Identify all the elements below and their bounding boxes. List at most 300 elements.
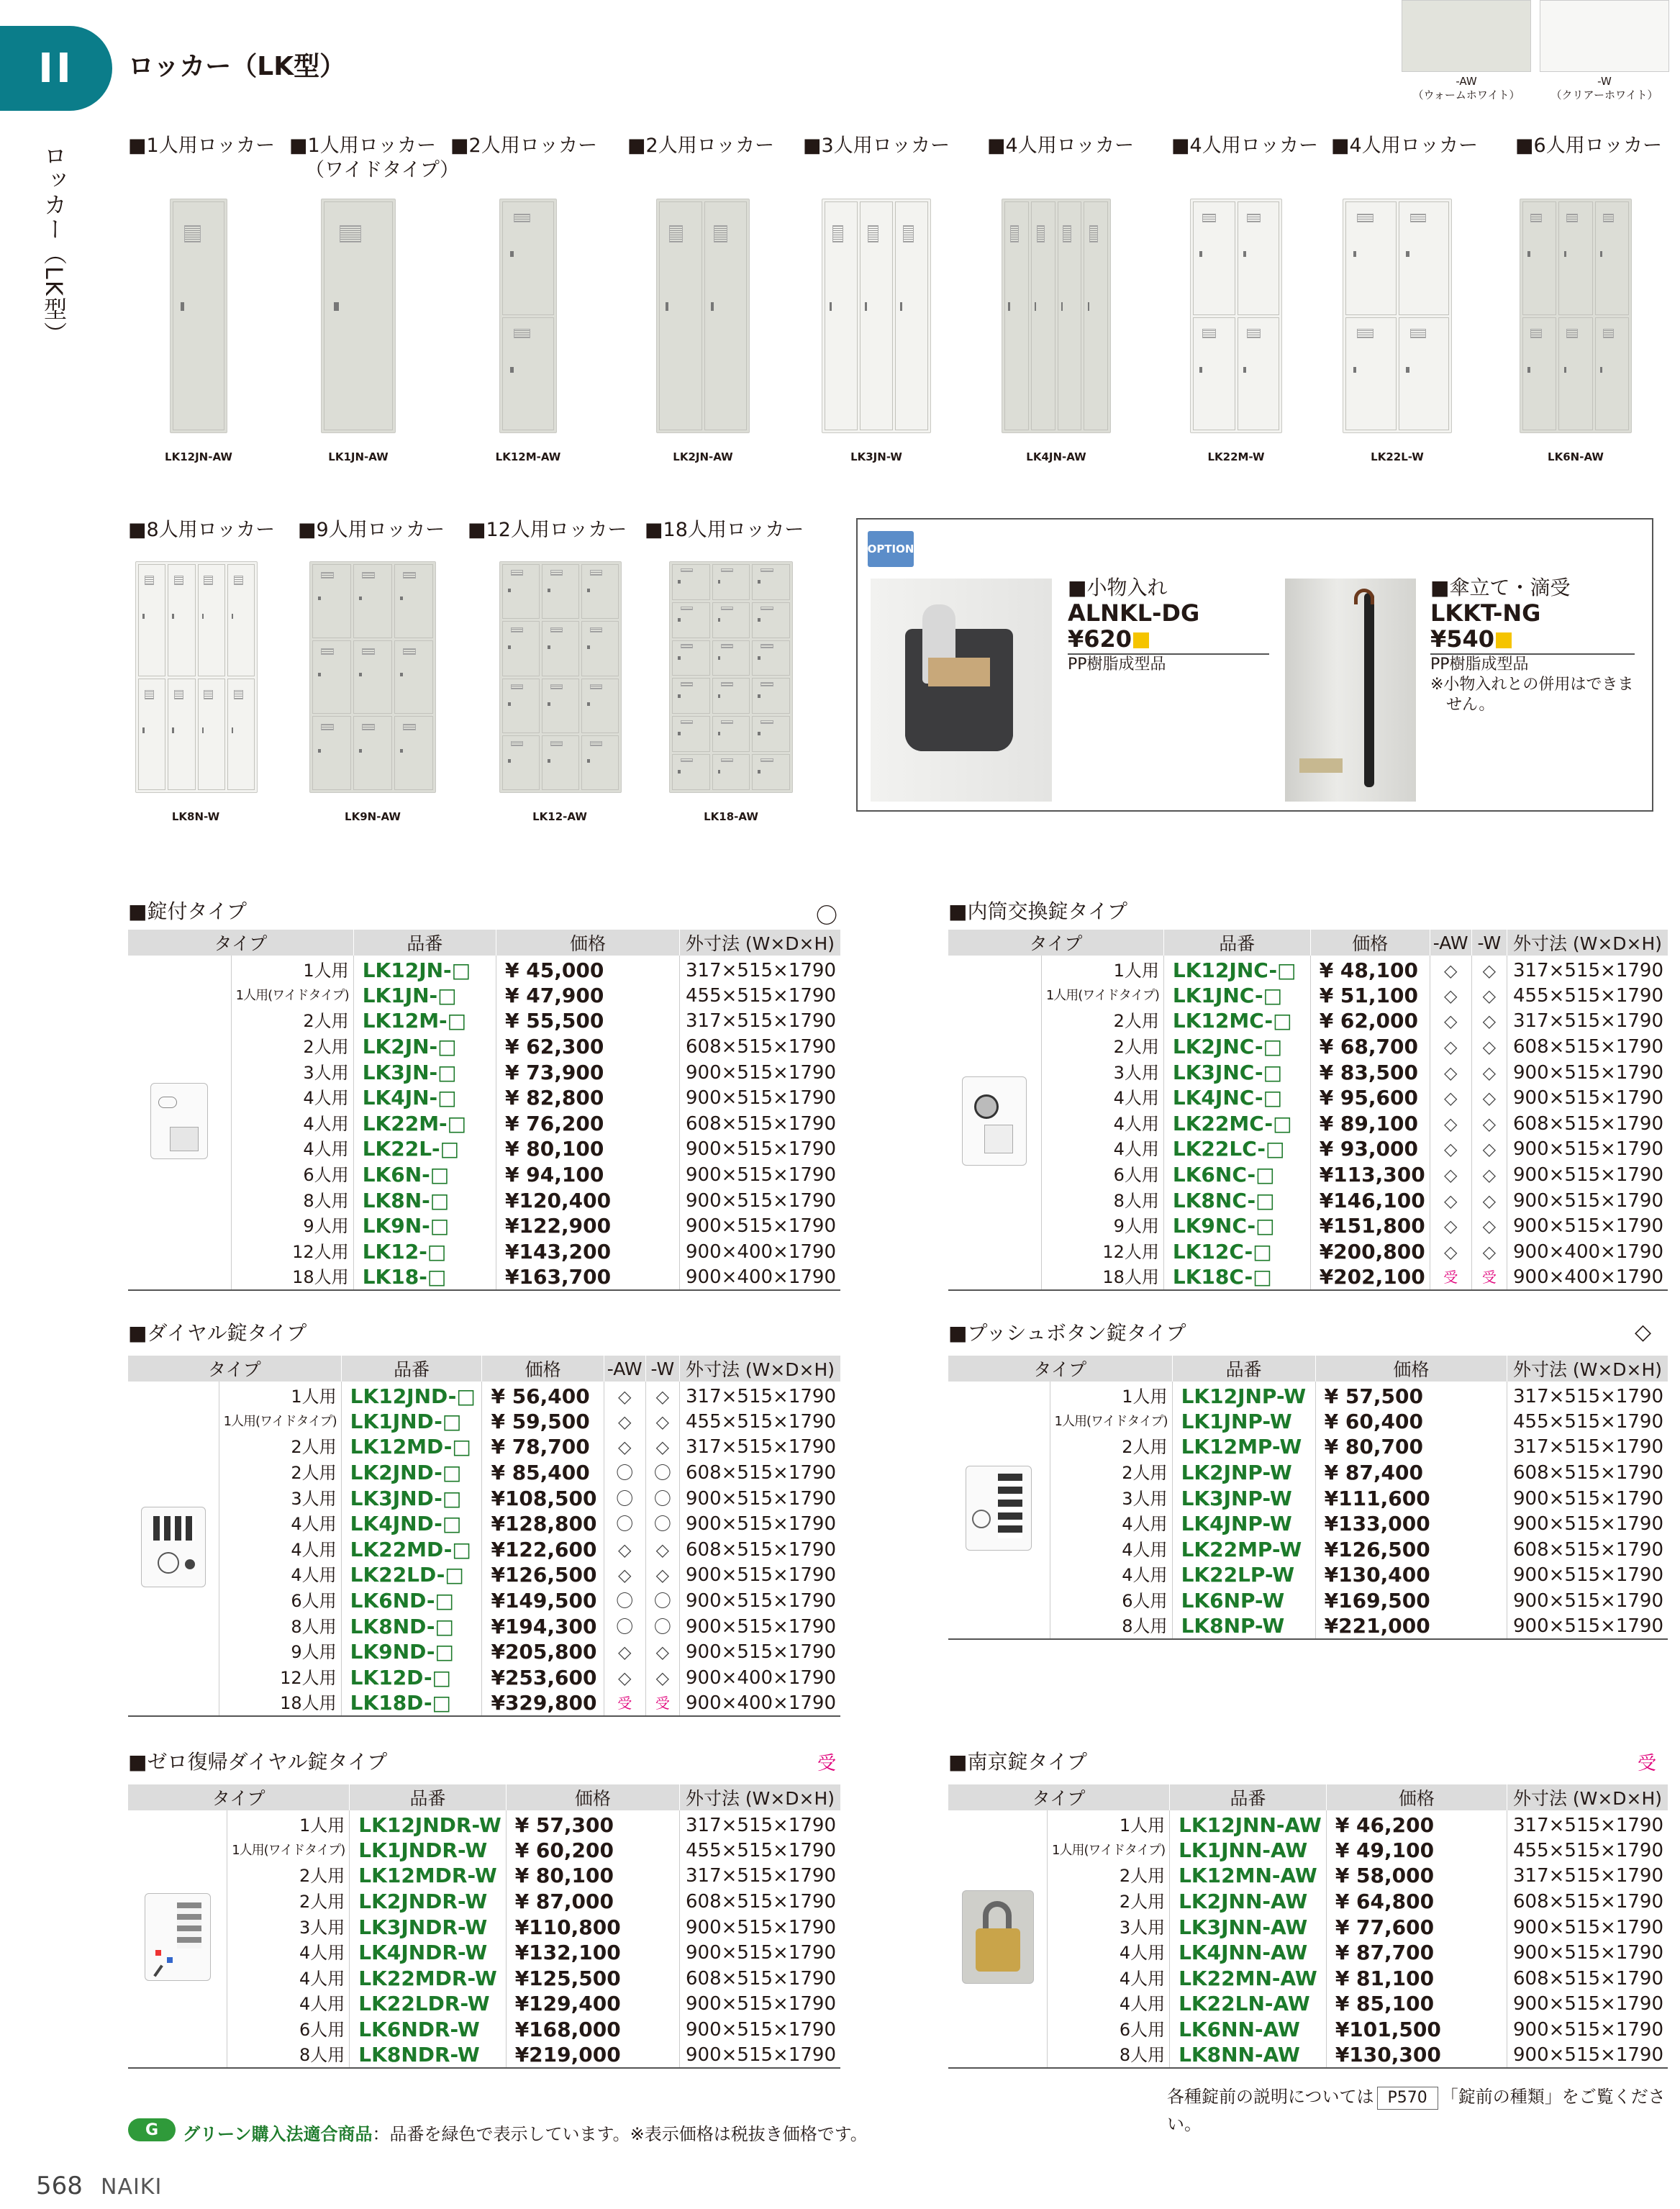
table-row bbox=[128, 1009, 840, 1035]
type-cell: 4人用 bbox=[219, 1537, 341, 1563]
price-cell: ¥200,800 bbox=[1310, 1239, 1430, 1265]
price-cell: ¥130,300 bbox=[1326, 2043, 1507, 2069]
dimensions-cell: 900×515×1790 bbox=[686, 1993, 836, 2015]
aw-availability-cell: ◇ bbox=[1430, 1034, 1471, 1060]
table-row bbox=[948, 1034, 1668, 1060]
aw-availability-cell: 受 bbox=[1430, 1265, 1471, 1291]
aw-availability-cell: ◇ bbox=[604, 1639, 645, 1665]
table-nankin: タイプ 品番 価格 外寸法 (W×D×H) 1人用 LK12JNN-AW ¥ 46,200 317×515×1790 1人用(ワイドタイプ) LK1JNN-AW ¥ 49,100 455×515×1790 2人用 LK12MN-AW ¥ 58,000 317×515×1790 2人用 LK2JNN-AW ¥ 64,800 608×515×1790 3人用 LK3JNN-AW ¥ 77,600 900×515×1790 4人用 LK4JNN-AW ¥ 87,700 900×515×1790 4人用 LK22MN-AW ¥ 81,100 608×515×1790 4人用 LK22LN-AW ¥ 85,100 900×515×1790 6人用 LK6NN-AW ¥101,500 900×515×1790 8人用 LK8NN-AW ¥130,300 900×515×1790 bbox=[948, 1784, 1668, 2069]
type-cell: 12人用 bbox=[231, 1239, 353, 1265]
locker-image-lk8n bbox=[135, 561, 258, 793]
w-availability-cell: ◇ bbox=[1471, 1009, 1507, 1035]
price-cell: ¥168,000 bbox=[506, 2017, 679, 2043]
locker-model: LK1JN-AW bbox=[328, 450, 389, 463]
product-code-cell: LK22MN-AW bbox=[1170, 1966, 1327, 1992]
price-cell: ¥205,800 bbox=[482, 1639, 604, 1665]
type-cell: 3人用 bbox=[1050, 1486, 1172, 1512]
dimensions-cell: 900×515×1790 bbox=[686, 1641, 836, 1664]
locker-model: LK22L-W bbox=[1371, 450, 1424, 463]
push-button-lock-icon bbox=[966, 1466, 1032, 1551]
lock-image-cell bbox=[948, 956, 1041, 1290]
locker-model: LK2JN-AW bbox=[673, 450, 733, 463]
aw-availability-cell: ◇ bbox=[1430, 1188, 1471, 1214]
product-code-cell: LK2JNDR-W bbox=[350, 1889, 506, 1915]
locker-image-lk22l bbox=[1343, 199, 1452, 433]
type-cell: 3人用 bbox=[231, 1060, 353, 1086]
type-cell: 1人用(ワイドタイプ) bbox=[231, 983, 353, 1009]
locker-model: LK6N-AW bbox=[1548, 450, 1604, 463]
aw-availability-cell: ◇ bbox=[1430, 983, 1471, 1009]
section-title-zero: ■ゼロ復帰ダイヤル錠タイプ bbox=[128, 1750, 388, 1774]
table-row bbox=[948, 1864, 1668, 1890]
price-cell: ¥163,700 bbox=[496, 1265, 680, 1291]
w-availability-cell: ◇ bbox=[1471, 1188, 1507, 1214]
locker-caption: ■1人用ロッカー （ワイドタイプ） bbox=[289, 135, 460, 181]
price-cell: ¥219,000 bbox=[506, 2043, 679, 2069]
aw-availability-cell: ◇ bbox=[1430, 956, 1471, 983]
product-code-cell: LK4JNN-AW bbox=[1170, 1940, 1327, 1966]
dimensions-cell: 608×515×1790 bbox=[1513, 1890, 1663, 1913]
type-cell: 2人用 bbox=[227, 1889, 350, 1915]
price-cell: ¥ 76,200 bbox=[496, 1111, 680, 1137]
w-availability-cell: ◇ bbox=[1471, 983, 1507, 1009]
type-cell: 8人用 bbox=[1050, 1614, 1172, 1640]
price-cell: ¥ 55,500 bbox=[496, 1009, 680, 1035]
dimensions-cell: 900×515×1790 bbox=[686, 1164, 836, 1186]
table-row bbox=[128, 1213, 840, 1239]
locker-caption: ■4人用ロッカー bbox=[1171, 135, 1319, 157]
table-row bbox=[128, 1864, 840, 1890]
dimensions-cell: 900×515×1790 bbox=[686, 1513, 836, 1536]
w-availability-cell: ◇ bbox=[1471, 956, 1507, 983]
type-cell: 1人用 bbox=[1048, 1810, 1170, 1838]
dimensions-cell: 900×515×1790 bbox=[686, 1916, 836, 1938]
type-cell: 1人用(ワイドタイプ) bbox=[227, 1838, 350, 1864]
aw-availability-cell: ◇ bbox=[1430, 1111, 1471, 1137]
type-cell: 9人用 bbox=[231, 1213, 353, 1239]
locker-caption: ■12人用ロッカー bbox=[468, 519, 627, 541]
locker-caption: ■1人用ロッカー bbox=[128, 135, 276, 157]
price-cell: ¥ 45,000 bbox=[496, 956, 680, 983]
product-code-cell: LK22MC-□ bbox=[1163, 1111, 1310, 1137]
table-row bbox=[128, 1915, 840, 1941]
table-row bbox=[128, 1511, 840, 1537]
table-row bbox=[128, 1409, 840, 1435]
type-cell: 4人用 bbox=[227, 1940, 350, 1966]
swatch-w-label: -W （クリアーホワイト） bbox=[1550, 75, 1658, 101]
price-cell: ¥113,300 bbox=[1310, 1162, 1430, 1188]
price-cell: ¥120,400 bbox=[496, 1188, 680, 1214]
dimensions-cell: 900×515×1790 bbox=[1513, 1564, 1663, 1587]
product-code-cell: LK4JNC-□ bbox=[1163, 1085, 1310, 1111]
type-cell: 4人用 bbox=[231, 1085, 353, 1111]
type-cell: 18人用 bbox=[219, 1691, 341, 1717]
table-row bbox=[948, 1239, 1668, 1265]
dimensions-cell: 608×515×1790 bbox=[686, 1967, 836, 1990]
price-cell: ¥128,800 bbox=[482, 1511, 604, 1537]
product-code-cell: LK12D-□ bbox=[341, 1665, 482, 1691]
price-cell: ¥108,500 bbox=[482, 1486, 604, 1512]
price-cell: ¥ 47,900 bbox=[496, 983, 680, 1009]
product-code-cell: LK1JNDR-W bbox=[350, 1838, 506, 1864]
table-row bbox=[948, 1085, 1668, 1111]
swatch-w bbox=[1540, 0, 1669, 72]
product-code-cell: LK18C-□ bbox=[1163, 1265, 1310, 1291]
locker-caption: ■4人用ロッカー bbox=[987, 135, 1135, 157]
dimensions-cell: 900×515×1790 bbox=[1513, 1164, 1663, 1186]
price-cell: ¥ 85,100 bbox=[1326, 1992, 1507, 2018]
type-cell: 6人用 bbox=[1050, 1588, 1172, 1614]
price-cell: ¥110,800 bbox=[506, 1915, 679, 1941]
type-cell: 1人用(ワイドタイプ) bbox=[1048, 1838, 1170, 1864]
w-availability-cell: ◇ bbox=[1471, 1060, 1507, 1086]
price-cell: ¥ 87,000 bbox=[506, 1889, 679, 1915]
price-cell: ¥126,500 bbox=[482, 1563, 604, 1589]
locker-caption: ■9人用ロッカー bbox=[298, 519, 445, 541]
type-cell: 3人用 bbox=[1041, 1060, 1163, 1086]
price-cell: ¥ 48,100 bbox=[1310, 956, 1430, 983]
dimensions-cell: 900×515×1790 bbox=[686, 1487, 836, 1510]
price-cell: ¥122,600 bbox=[482, 1537, 604, 1563]
product-code-cell: LK8NN-AW bbox=[1170, 2043, 1327, 2069]
locker-caption: ■3人用ロッカー bbox=[803, 135, 950, 157]
type-cell: 1人用 bbox=[219, 1382, 341, 1409]
product-code-cell: LK4JNDR-W bbox=[350, 1940, 506, 1966]
type-cell: 4人用 bbox=[219, 1511, 341, 1537]
aw-availability-cell: ◇ bbox=[604, 1435, 645, 1461]
aw-availability-cell: ◇ bbox=[604, 1382, 645, 1409]
w-availability-cell: ◇ bbox=[645, 1537, 679, 1563]
table-row bbox=[948, 1486, 1668, 1512]
type-cell: 4人用 bbox=[1041, 1085, 1163, 1111]
table-row bbox=[948, 983, 1668, 1009]
locker-model: LK18-AW bbox=[704, 810, 758, 823]
price-cell: ¥ 94,100 bbox=[496, 1162, 680, 1188]
dimensions-cell: 900×515×1790 bbox=[686, 1942, 836, 1964]
table-row bbox=[128, 2017, 840, 2043]
product-code-cell: LK12MD-□ bbox=[341, 1435, 482, 1461]
page-title: ロッカー（LK型） bbox=[128, 52, 346, 81]
dimensions-cell: 900×515×1790 bbox=[1513, 1087, 1663, 1110]
table-row bbox=[128, 1537, 840, 1563]
type-cell: 8人用 bbox=[219, 1614, 341, 1640]
table-row bbox=[948, 956, 1668, 983]
price-cell: ¥ 81,100 bbox=[1326, 1966, 1507, 1992]
locker-image-lk6n bbox=[1520, 199, 1632, 433]
dimensions-cell: 608×515×1790 bbox=[686, 1890, 836, 1913]
locker-model: LK8N-W bbox=[171, 810, 220, 823]
product-code-cell: LK12-□ bbox=[353, 1239, 496, 1265]
price-cell: ¥151,800 bbox=[1310, 1213, 1430, 1239]
price-cell: ¥ 73,900 bbox=[496, 1060, 680, 1086]
table-row bbox=[128, 1085, 840, 1111]
product-code-cell: LK6NP-W bbox=[1172, 1588, 1315, 1614]
dimensions-cell: 317×515×1790 bbox=[686, 960, 836, 981]
type-cell: 1人用(ワイドタイプ) bbox=[1050, 1409, 1172, 1435]
type-cell: 18人用 bbox=[231, 1265, 353, 1291]
locker-caption: ■18人用ロッカー bbox=[645, 519, 804, 541]
price-cell: ¥ 59,500 bbox=[482, 1409, 604, 1435]
product-code-cell: LK22LDR-W bbox=[350, 1992, 506, 2018]
small-case-info: ■小物入れ ALNKL-DG ¥620 PP樹脂成型品 bbox=[1068, 576, 1269, 675]
table-row bbox=[948, 1588, 1668, 1614]
table-row bbox=[128, 1588, 840, 1614]
product-code-cell: LK3JNC-□ bbox=[1163, 1060, 1310, 1086]
dimensions-cell: 900×515×1790 bbox=[686, 1087, 836, 1110]
dimensions-cell: 455×515×1790 bbox=[686, 984, 836, 1007]
type-cell: 3人用 bbox=[227, 1915, 350, 1941]
table-row bbox=[948, 2017, 1668, 2043]
aw-availability-cell: ◇ bbox=[604, 1537, 645, 1563]
table-row bbox=[128, 1966, 840, 1992]
key-lock-icon bbox=[150, 1083, 208, 1159]
dimensions-cell: 455×515×1790 bbox=[686, 1839, 836, 1861]
price-cell: ¥194,300 bbox=[482, 1614, 604, 1640]
price-cell: ¥ 60,200 bbox=[506, 1838, 679, 1864]
type-cell: 12人用 bbox=[219, 1665, 341, 1691]
price-marker-icon bbox=[1496, 632, 1512, 648]
dimensions-cell: 900×515×1790 bbox=[686, 1215, 836, 1238]
availability-mark: 受 bbox=[1638, 1753, 1657, 1774]
type-cell: 18人用 bbox=[1041, 1265, 1163, 1291]
aw-availability-cell: ◇ bbox=[1430, 1213, 1471, 1239]
product-code-cell: LK22MDR-W bbox=[350, 1966, 506, 1992]
product-code-cell: LK12JNDR-W bbox=[350, 1810, 506, 1838]
dimensions-cell: 900×515×1790 bbox=[686, 1564, 836, 1587]
price-cell: ¥132,100 bbox=[506, 1940, 679, 1966]
type-cell: 6人用 bbox=[231, 1162, 353, 1188]
type-cell: 8人用 bbox=[1048, 2043, 1170, 2069]
w-availability-cell: 受 bbox=[645, 1691, 679, 1717]
locker-model: LK12JN-AW bbox=[165, 450, 232, 463]
product-code-cell: LK8NP-W bbox=[1172, 1614, 1315, 1640]
type-cell: 1人用(ワイドタイプ) bbox=[1041, 983, 1163, 1009]
green-purchase-note: グリーン購入法適合商品：品番を緑色で表示しています。※表示価格は税抜き価格です。 bbox=[183, 2124, 868, 2144]
dimensions-cell: 608×515×1790 bbox=[1513, 1112, 1663, 1135]
product-code-cell: LK12MN-AW bbox=[1170, 1864, 1327, 1890]
dimensions-cell: 317×515×1790 bbox=[686, 1436, 836, 1459]
table-row bbox=[128, 1060, 840, 1086]
price-cell: ¥149,500 bbox=[482, 1588, 604, 1614]
table-row bbox=[128, 1265, 840, 1291]
table-row bbox=[948, 1111, 1668, 1137]
w-availability-cell: ◇ bbox=[645, 1563, 679, 1589]
price-cell: ¥ 93,000 bbox=[1310, 1137, 1430, 1163]
table-row bbox=[948, 1188, 1668, 1214]
table-row bbox=[948, 1265, 1668, 1291]
aw-availability-cell: 〇 bbox=[604, 1588, 645, 1614]
product-code-cell: LK8ND-□ bbox=[341, 1614, 482, 1640]
w-availability-cell: ◇ bbox=[645, 1382, 679, 1409]
table-row bbox=[128, 983, 840, 1009]
dimensions-cell: 900×515×1790 bbox=[1513, 1589, 1663, 1612]
table-row bbox=[948, 1810, 1668, 1838]
section-title-dial: ■ダイヤル錠タイプ bbox=[128, 1321, 307, 1345]
type-cell: 4人用 bbox=[227, 1992, 350, 2018]
option-badge: OPTION bbox=[868, 531, 914, 567]
price-cell: ¥111,600 bbox=[1315, 1486, 1507, 1512]
product-code-cell: LK22LD-□ bbox=[341, 1563, 482, 1589]
type-cell: 4人用 bbox=[1048, 1966, 1170, 1992]
table-row bbox=[128, 1435, 840, 1461]
price-cell: ¥ 49,100 bbox=[1326, 1838, 1507, 1864]
table-row bbox=[128, 1691, 840, 1717]
dimensions-cell: 900×515×1790 bbox=[1513, 1061, 1663, 1084]
table-row bbox=[948, 1460, 1668, 1486]
dimensions-cell: 900×515×1790 bbox=[1513, 1138, 1663, 1161]
type-cell: 2人用 bbox=[219, 1460, 341, 1486]
type-cell: 8人用 bbox=[1041, 1188, 1163, 1214]
product-code-cell: LK22LC-□ bbox=[1163, 1137, 1310, 1163]
table-row bbox=[128, 1460, 840, 1486]
w-availability-cell: ◇ bbox=[645, 1435, 679, 1461]
product-code-cell: LK12JN-□ bbox=[353, 956, 496, 983]
product-code-cell: LK18-□ bbox=[353, 1265, 496, 1291]
table-row bbox=[948, 1435, 1668, 1461]
table-row bbox=[948, 1915, 1668, 1941]
product-code-cell: LK1JNP-W bbox=[1172, 1409, 1315, 1435]
lock-image-cell bbox=[128, 1810, 227, 2068]
dimensions-cell: 900×515×1790 bbox=[686, 1589, 836, 1612]
price-cell: ¥ 80,700 bbox=[1315, 1435, 1507, 1461]
price-cell: ¥ 57,300 bbox=[506, 1810, 679, 1838]
aw-availability-cell: ◇ bbox=[604, 1563, 645, 1589]
dimensions-cell: 900×515×1790 bbox=[1513, 1615, 1663, 1638]
price-cell: ¥ 57,500 bbox=[1315, 1382, 1507, 1409]
locker-caption: ■2人用ロッカー bbox=[450, 135, 598, 157]
dimensions-cell: 900×515×1790 bbox=[1513, 1942, 1663, 1964]
dial-lock-icon bbox=[141, 1507, 206, 1587]
green-purchase-icon: G bbox=[128, 2118, 176, 2141]
table-row bbox=[128, 1034, 840, 1060]
locker-image-lk9n bbox=[309, 561, 436, 793]
type-cell: 6人用 bbox=[1048, 2017, 1170, 2043]
table-row bbox=[128, 1639, 840, 1665]
product-code-cell: LK12JNN-AW bbox=[1170, 1810, 1327, 1838]
type-cell: 4人用 bbox=[227, 1966, 350, 1992]
type-cell: 1人用(ワイドタイプ) bbox=[219, 1409, 341, 1435]
dimensions-cell: 608×515×1790 bbox=[686, 1538, 836, 1561]
price-cell: ¥ 85,400 bbox=[482, 1460, 604, 1486]
dimensions-cell: 900×515×1790 bbox=[686, 2018, 836, 2041]
availability-mark: 受 bbox=[817, 1753, 837, 1774]
product-code-cell: LK4JN-□ bbox=[353, 1085, 496, 1111]
w-availability-cell: ◇ bbox=[645, 1639, 679, 1665]
page-number: 568 bbox=[36, 2172, 83, 2200]
product-code-cell: LK22MP-W bbox=[1172, 1537, 1315, 1563]
locker-image-lk1jn bbox=[321, 199, 396, 433]
product-code-cell: LK2JNN-AW bbox=[1170, 1889, 1327, 1915]
price-cell: ¥ 68,700 bbox=[1310, 1034, 1430, 1060]
type-cell: 2人用 bbox=[1041, 1009, 1163, 1035]
table-row bbox=[128, 1239, 840, 1265]
type-cell: 4人用 bbox=[1050, 1511, 1172, 1537]
product-code-cell: LK1JN-□ bbox=[353, 983, 496, 1009]
price-cell: ¥169,500 bbox=[1315, 1588, 1507, 1614]
dimensions-cell: 900×400×1790 bbox=[686, 1666, 836, 1689]
lock-image-cell bbox=[128, 956, 231, 1290]
aw-availability-cell: ◇ bbox=[1430, 1060, 1471, 1086]
table-push: タイプ 品番 価格 外寸法 (W×D×H) 1人用 LK12JNP-W ¥ 57,500 317×515×1790 1人用(ワイドタイプ) LK1JNP-W ¥ 60,400 455×515×1790 2人用 LK12MP-W ¥ 80,700 317×515×1790 2人用 LK2JNP-W ¥ 87,400 608×515×1790 3人用 LK3JNP-W ¥111,600 900×515×1790 4人用 LK4JNP-W ¥133,000 900×515×1790 4人用 LK22MP-W ¥126,500 608×515×1790 4人用 LK22LP-W ¥130,400 900×515×1790 6人用 LK6NP-W ¥169,500 900×515×1790 8人用 LK8NP-W ¥221,000 900×515×1790 bbox=[948, 1356, 1668, 1640]
product-code-cell: LK12M-□ bbox=[353, 1009, 496, 1035]
price-cell: ¥ 87,700 bbox=[1326, 1940, 1507, 1966]
table-row bbox=[128, 1137, 840, 1163]
w-availability-cell: 〇 bbox=[645, 1486, 679, 1512]
dimensions-cell: 900×515×1790 bbox=[1513, 1993, 1663, 2015]
table-row bbox=[948, 1838, 1668, 1864]
price-cell: ¥ 58,000 bbox=[1326, 1864, 1507, 1890]
dimensions-cell: 455×515×1790 bbox=[1513, 1839, 1663, 1861]
dimensions-cell: 608×515×1790 bbox=[1513, 1538, 1663, 1561]
type-cell: 1人用 bbox=[231, 956, 353, 983]
product-code-cell: LK3JNN-AW bbox=[1170, 1915, 1327, 1941]
dimensions-cell: 317×515×1790 bbox=[1513, 960, 1663, 981]
type-cell: 4人用 bbox=[1050, 1563, 1172, 1589]
vertical-section-title: ロッカー（LK型） bbox=[40, 144, 68, 346]
product-code-cell: LK1JND-□ bbox=[341, 1409, 482, 1435]
product-code-cell: LK12MDR-W bbox=[350, 1864, 506, 1890]
table-row bbox=[128, 1889, 840, 1915]
product-code-cell: LK12MP-W bbox=[1172, 1435, 1315, 1461]
w-availability-cell: ◇ bbox=[1471, 1213, 1507, 1239]
dimensions-cell: 317×515×1790 bbox=[686, 1010, 836, 1033]
type-cell: 2人用 bbox=[1041, 1034, 1163, 1060]
dimensions-cell: 455×515×1790 bbox=[686, 1410, 836, 1433]
table-row bbox=[948, 1614, 1668, 1640]
dimensions-cell: 455×515×1790 bbox=[1513, 1410, 1663, 1433]
dimensions-cell: 900×515×1790 bbox=[1513, 1215, 1663, 1238]
product-code-cell: LK9N-□ bbox=[353, 1213, 496, 1239]
aw-availability-cell: ◇ bbox=[604, 1409, 645, 1435]
table-row bbox=[948, 1563, 1668, 1589]
dimensions-cell: 900×515×1790 bbox=[686, 1189, 836, 1212]
dimensions-cell: 900×400×1790 bbox=[686, 1240, 836, 1263]
type-cell: 2人用 bbox=[1050, 1460, 1172, 1486]
section-title-jotsuki: ■錠付タイプ bbox=[128, 899, 248, 923]
product-code-cell: LK2JND-□ bbox=[341, 1460, 482, 1486]
price-cell: ¥ 60,400 bbox=[1315, 1409, 1507, 1435]
price-cell: ¥ 87,400 bbox=[1315, 1460, 1507, 1486]
type-cell: 6人用 bbox=[219, 1588, 341, 1614]
aw-availability-cell: ◇ bbox=[604, 1665, 645, 1691]
dimensions-cell: 608×515×1790 bbox=[686, 1112, 836, 1135]
type-cell: 9人用 bbox=[219, 1639, 341, 1665]
aw-availability-cell: 〇 bbox=[604, 1511, 645, 1537]
dimensions-cell: 317×515×1790 bbox=[1513, 1386, 1663, 1407]
product-code-cell: LK6N-□ bbox=[353, 1162, 496, 1188]
table-row bbox=[948, 1162, 1668, 1188]
type-cell: 4人用 bbox=[1048, 1992, 1170, 2018]
product-code-cell: LK3JNDR-W bbox=[350, 1915, 506, 1941]
table-row bbox=[948, 1940, 1668, 1966]
aw-availability-cell: ◇ bbox=[1430, 1239, 1471, 1265]
table-dial: タイプ 品番 価格 -AW -W 外寸法 (W×D×H) 1人用 LK12JND-□ ¥ 56,400 ◇ ◇ 317×515×1790 1人用(ワイドタイプ) LK1JND-□ ¥ 59,500 ◇ ◇ 455×515×1790 2人用 LK12MD-□ ¥ 78,700 ◇ ◇ 317×515×1790 2人用 LK2JND-□ ¥ 85,400 〇 〇 608×515×1790 3人用 LK3JND-□ ¥108,500 〇 〇 900×515×1790 4人用 LK4JND-□ ¥128,800 〇 〇 900×515×1790 4人用 LK22MD-□ ¥122,600 ◇ ◇ 608×515×1790 4人用 LK22LD-□ ¥126,500 ◇ ◇ 900×515×1790 6人用 LK6ND-□ ¥149,500 〇 〇 900×515×1790 8人用 LK8ND-□ ¥194,300 〇 〇 900×515×1790 9人用 LK9ND-□ ¥205,800 ◇ ◇ 900×515×1790 12人用 LK12D-□ ¥253,600 ◇ ◇ 900×400×1790 18人用 LK18D-□ ¥329,800 受 受 900×400×1790 bbox=[128, 1356, 840, 1717]
dimensions-cell: 900×515×1790 bbox=[686, 1138, 836, 1161]
type-cell: 6人用 bbox=[227, 2017, 350, 2043]
zero-return-dial-icon bbox=[145, 1893, 211, 1981]
locker-image-lk4jn bbox=[1002, 199, 1111, 433]
product-code-cell: LK4JNP-W bbox=[1172, 1511, 1315, 1537]
aw-availability-cell: ◇ bbox=[1430, 1162, 1471, 1188]
type-cell: 2人用 bbox=[1048, 1864, 1170, 1890]
aw-availability-cell: 受 bbox=[604, 1691, 645, 1717]
product-code-cell: LK6ND-□ bbox=[341, 1588, 482, 1614]
price-cell: ¥253,600 bbox=[482, 1665, 604, 1691]
table-row bbox=[948, 1137, 1668, 1163]
price-cell: ¥133,000 bbox=[1315, 1511, 1507, 1537]
dimensions-cell: 608×515×1790 bbox=[1513, 1461, 1663, 1484]
product-code-cell: LK6NDR-W bbox=[350, 2017, 506, 2043]
